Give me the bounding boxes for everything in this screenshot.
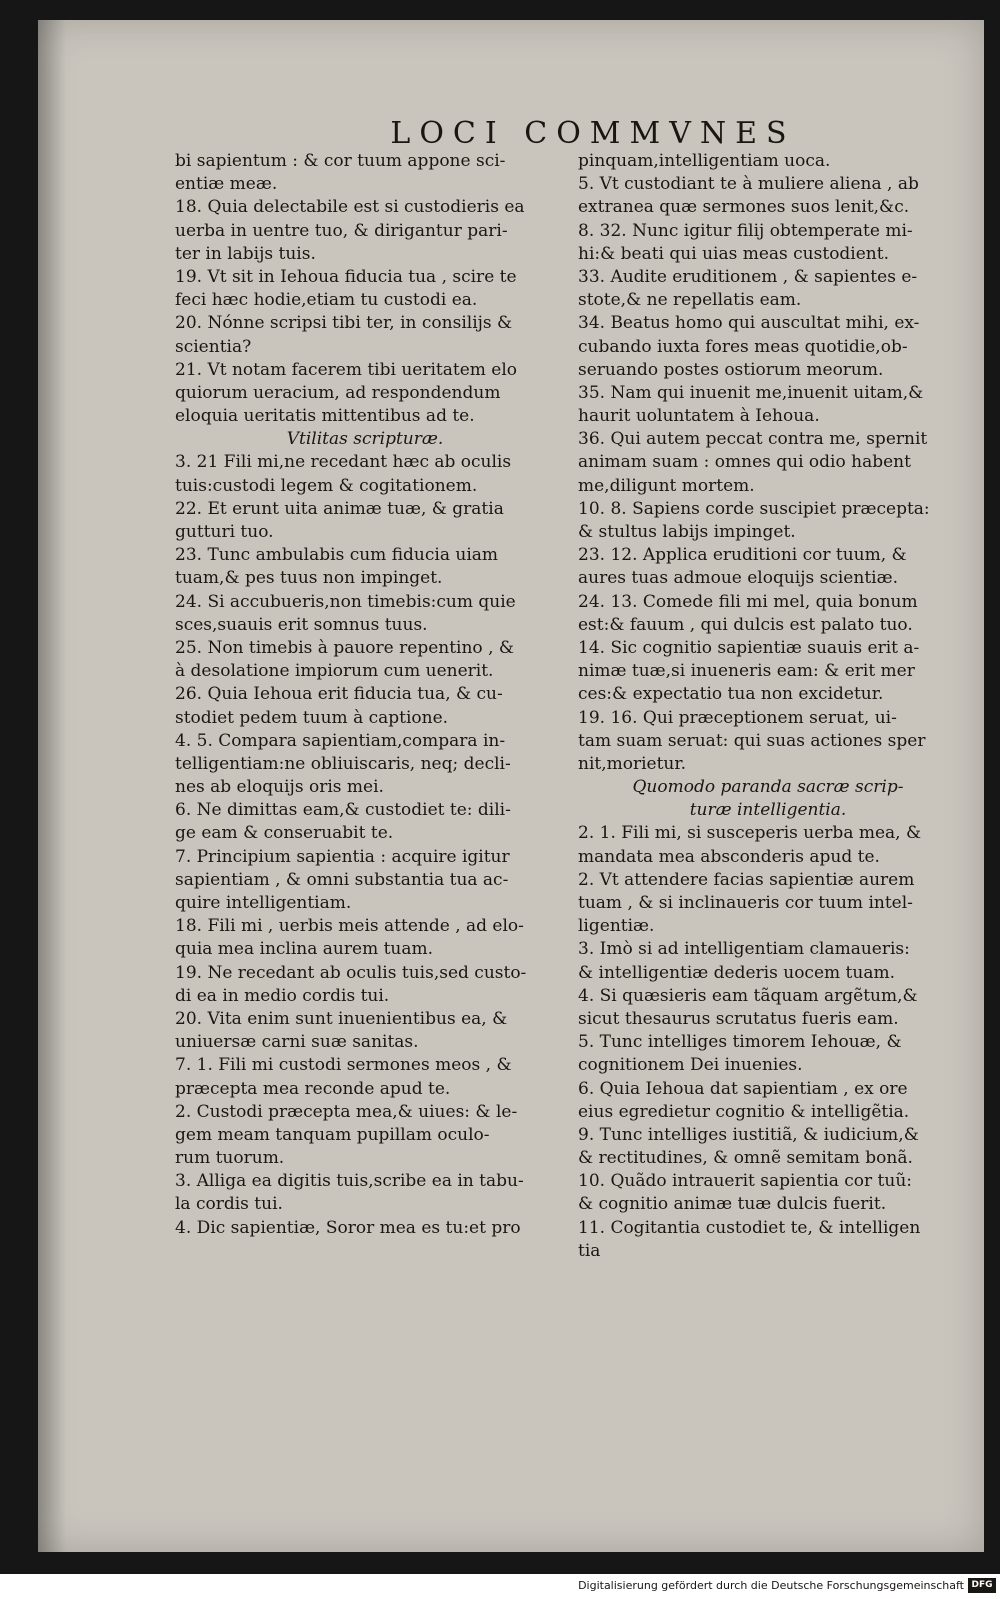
text-line: 2. Vt attendere facias sapientiæ aurem [578, 869, 915, 890]
text-line: 6. Ne dimittas eam,& custodiet te: dili- [175, 800, 511, 821]
text-line: 19. Ne recedant ab oculis tuis,sed custo- [175, 962, 527, 983]
text-line: aures tuas admoue eloquijs scientiæ. [578, 568, 898, 589]
text-line: tia [578, 1240, 601, 1261]
text-line: 5. Tunc intelliges timorem Iehouæ, & [578, 1032, 902, 1053]
text-line: bi sapientum : & cor tuum appone sci- [175, 151, 506, 171]
text-line: seruando postes ostiorum meorum. [578, 359, 884, 380]
text-line: 19. 16. Qui præceptionem seruat, ui- [578, 707, 897, 728]
text-line: 24. 13. Comede fili mi mel, quia bonum [578, 591, 918, 612]
text-line: tuam , & si inclinaueris cor tuum intel- [578, 893, 913, 913]
text-line: stodiet pedem tuum à captione. [175, 707, 449, 728]
text-line: animam suam : omnes qui odio habent [578, 452, 911, 473]
text-line: sapientiam , & omni substantia tua ac- [175, 869, 509, 890]
text-line: eloquia ueritatis mittentibus ad te. [175, 406, 475, 427]
text-line: 21. Vt notam facerem tibi ueritatem elo [175, 359, 518, 380]
text-line: 22. Et erunt uita animæ tuæ, & gratia [175, 498, 504, 519]
text-line: cubando iuxta fores meas quotidie,ob- [578, 336, 908, 357]
section-heading: turæ intelligentia. [689, 800, 847, 821]
text-line: 4. Dic sapientiæ, Soror mea es tu:et pro [175, 1217, 521, 1238]
right-column [578, 150, 958, 1263]
text-line: 20. Vita enim sunt inuenientibus ea, & [175, 1008, 508, 1029]
text-line: di ea in medio cordis tui. [175, 985, 390, 1006]
text-line: entiæ meæ. [175, 174, 278, 195]
dfg-logo: DFG [968, 1578, 996, 1593]
text-line: extranea quæ sermones suos lenit,&c. [578, 197, 910, 218]
text-line: 7. 1. Fili mi custodi sermones meos , & [175, 1055, 512, 1076]
footer-strip [0, 1574, 1000, 1599]
text-line: 4. 5. Compara sapientiam,compara in- [175, 730, 506, 751]
section-heading: Vtilitas scripturæ. [286, 429, 444, 450]
text-line: me,diligunt mortem. [578, 475, 755, 496]
text-line: 18. Quia delectabile est si custodieris ea [175, 197, 525, 218]
text-line: 3. Alliga ea digitis tuis,scribe ea in tabu- [175, 1171, 524, 1192]
text-line: tuis:custodi legem & cogitationem. [175, 475, 478, 496]
text-line: 23. Tunc ambulabis cum fiducia uiam [175, 545, 499, 566]
text-line: 33. Audite eruditionem , & sapientes e- [578, 266, 918, 287]
text-line: quiorum ueracium, ad respondendum [175, 382, 501, 403]
text-line: 3. 21 Fili mi,ne recedant hæc ab oculis [175, 452, 512, 473]
text-line: & intelligentiæ dederis uocem tuam. [578, 962, 895, 983]
text-line: 6. Quia Iehoua dat sapientiam , ex ore [578, 1078, 908, 1099]
text-line: quia mea inclina aurem tuam. [175, 939, 434, 960]
text-line: gutturi tuo. [175, 522, 274, 542]
text-line: 24. Si accubueris,non timebis:cum quie [175, 591, 516, 612]
text-line: quire intelligentiam. [175, 893, 352, 913]
text-line: 20. Nónne scripsi tibi ter, in consilijs & [175, 313, 513, 334]
text-line: 19. Vt sit in Iehoua fiducia tua , scire te [175, 266, 517, 287]
text-line: 9. Tunc intelliges iustitiã, & iudicium,& [578, 1124, 919, 1145]
text-line: uerba in uentre tuo, & dirigantur pari- [175, 220, 508, 241]
text-line: 18. Fili mi , uerbis meis attende , ad elo- [175, 916, 524, 937]
text-line: cognitionem Dei inuenies. [578, 1055, 803, 1076]
text-line: hi:& beati qui uias meas custodient. [578, 243, 889, 264]
text-line: 36. Qui autem peccat contra me, spernit [578, 429, 928, 450]
text-line: ligentiæ. [578, 916, 655, 937]
text-line: eius egredietur cognitio & intelligẽtia. [578, 1101, 910, 1122]
text-line: à desolatione impiorum cum uenerit. [175, 661, 494, 682]
text-line: 26. Quia Iehoua erit fiducia tua, & cu- [175, 684, 503, 705]
text-line: scientia? [175, 336, 252, 357]
text-line: stote,& ne repellatis eam. [578, 290, 802, 311]
text-line: & cognitio animæ tuæ dulcis fuerit. [578, 1194, 887, 1215]
text-line: la cordis tui. [175, 1194, 283, 1215]
text-line: 14. Sic cognitio sapientiæ suauis erit a- [578, 637, 920, 658]
text-line: tuam,& pes tuus non impinget. [175, 568, 443, 589]
text-line: tam suam seruat: qui suas actiones sper [578, 730, 926, 751]
text-line: præcepta mea reconde apud te. [175, 1078, 451, 1099]
text-line: 23. 12. Applica eruditioni cor tuum, & [578, 545, 907, 566]
text-line: sces,suauis erit somnus tuus. [175, 614, 428, 635]
running-head: LOCI COMMVNES [390, 116, 796, 151]
text-line: pinquam,intelligentiam uoca. [578, 151, 831, 171]
text-line: 10. Quãdo intrauerit sapientia cor tuũ: [578, 1171, 913, 1192]
text-line: haurit uoluntatem à Iehoua. [578, 406, 820, 427]
text-line: ge eam & conseruabit te. [175, 823, 394, 844]
page-gutter-shadow [38, 20, 66, 1552]
text-line: 4. Si quæsieris eam tãquam argẽtum,& [578, 985, 918, 1006]
funding-credit: Digitalisierung gefördert durch die Deutsche Forschungsgemeinschaft [578, 1579, 964, 1592]
text-line: uniuersæ carni suæ sanitas. [175, 1032, 419, 1053]
text-line: 11. Cogitantia custodiet te, & intelligen [578, 1217, 921, 1238]
section-heading: Quomodo paranda sacræ scrip- [632, 777, 904, 798]
text-line: & rectitudines, & omnẽ semitam bonã. [578, 1148, 913, 1169]
text-line: sicut thesaurus scrutatus fueris eam. [578, 1008, 899, 1029]
text-line: 25. Non timebis à pauore repentino , & [175, 637, 515, 658]
text-line: nimæ tuæ,si inueneris eam: & erit mer [578, 661, 915, 682]
text-line: est:& fauum , qui dulcis est palato tuo. [578, 614, 913, 635]
text-line: 2. 1. Fili mi, si susceperis uerba mea, & [578, 823, 922, 844]
text-line: 35. Nam qui inuenit me,inuenit uitam,& [578, 382, 924, 403]
text-line: nes ab eloquijs oris mei. [175, 777, 384, 798]
text-line: telligentiam:ne obliuiscaris, neq; decli- [175, 753, 511, 774]
text-line: 8. 32. Nunc igitur filij obtemperate mi- [578, 220, 913, 241]
text-line: 3. Imò si ad intelligentiam clamaueris: [578, 939, 910, 960]
text-line: 34. Beatus homo qui auscultat mihi, ex- [578, 313, 920, 334]
text-line: nit,morietur. [578, 753, 687, 774]
text-line: 7. Principium sapientia : acquire igitur [175, 846, 510, 867]
left-column [175, 150, 555, 1240]
text-line: 10. 8. Sapiens corde suscipiet præcepta: [578, 498, 930, 519]
text-line: ces:& expectatio tua non excidetur. [578, 684, 884, 705]
text-line: rum tuorum. [175, 1148, 285, 1169]
text-line: & stultus labijs impinget. [578, 522, 796, 542]
text-line: 5. Vt custodiant te à muliere aliena , ab [578, 174, 919, 195]
text-line: 2. Custodi præcepta mea,& uiues: & le- [175, 1101, 518, 1122]
text-line: ter in labijs tuis. [175, 243, 316, 264]
text-line: feci hæc hodie,etiam tu custodi ea. [175, 290, 478, 311]
text-line: mandata mea absconderis apud te. [578, 846, 880, 867]
text-line: gem meam tanquam pupillam oculo- [175, 1124, 490, 1145]
